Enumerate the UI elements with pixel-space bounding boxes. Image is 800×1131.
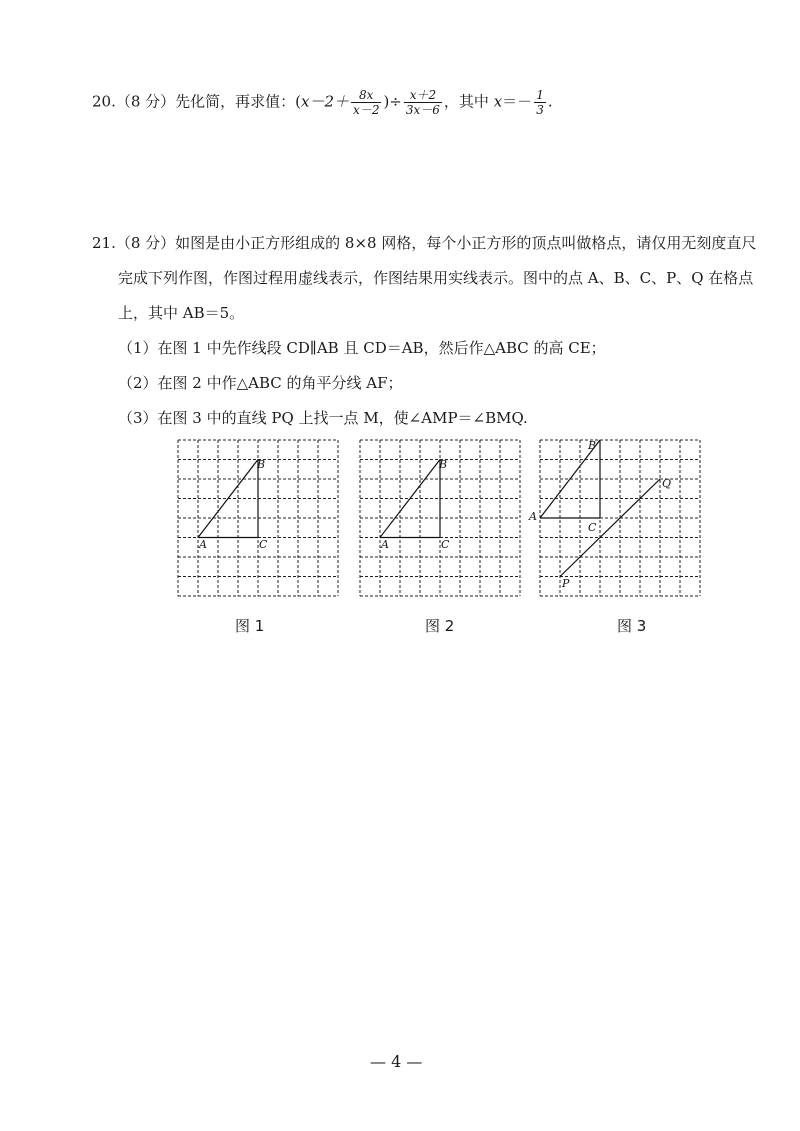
figure-2-label-c: C bbox=[441, 538, 450, 551]
figure-3 bbox=[529, 439, 700, 596]
q20-expr-a: x－2＋ bbox=[301, 92, 350, 111]
figure-1-label-b: B bbox=[257, 458, 266, 471]
figure-1 bbox=[178, 440, 338, 596]
figure-2-caption: 图 2 bbox=[425, 617, 455, 635]
figure-1-label-a: A bbox=[199, 538, 207, 551]
q21-part-2: （2）在图 2 中作△ABC 的角平分线 AF； bbox=[118, 374, 403, 392]
figure-1-label-c: C bbox=[259, 538, 268, 551]
q21-line-2: 完成下列作图，作图过程用虚线表示，作图结果用实线表示。图中的点 A、B、C、P、Q 在格点 bbox=[118, 269, 754, 287]
q20-xvar: x bbox=[493, 92, 503, 111]
q20-fraction-1: $\frac{8x}{x-2}$ bbox=[353, 88, 380, 117]
figure-3-label-a: A bbox=[529, 510, 537, 523]
figure-2 bbox=[360, 440, 520, 596]
q20-fraction-3: $\frac{1}{3}$ bbox=[536, 88, 544, 117]
figure-3-label-p: P bbox=[562, 577, 570, 590]
figure-2-label-b: B bbox=[439, 458, 448, 471]
q20-divide: )÷ bbox=[383, 92, 402, 111]
q20-prefix: 20.（8 分）先化简，再求值：( bbox=[92, 92, 302, 111]
figure-2-label-a: A bbox=[381, 538, 389, 551]
figure-3-caption: 图 3 bbox=[617, 617, 647, 635]
question-20 bbox=[92, 88, 553, 117]
q21-part-1: （1）在图 1 中先作线段 CD∥AB 且 CD＝AB，然后作△ABC 的高 CE； bbox=[118, 339, 606, 357]
page-number: — 4 — bbox=[370, 1052, 423, 1071]
q21-part-3: （3）在图 3 中的直线 PQ 上找一点 M，使∠AMP＝∠BMQ. bbox=[118, 409, 528, 427]
figure-3-line-pq bbox=[560, 479, 660, 577]
q21-line-1: 21.（8 分）如图是由小正方形组成的 8×8 网格，每个小正方形的顶点叫做格点，请仅用无刻度直尺 bbox=[92, 234, 757, 252]
figure-3-label-b: B bbox=[588, 439, 597, 452]
figure-1-caption: 图 1 bbox=[235, 617, 265, 635]
q20-mid: ，其中 bbox=[443, 92, 494, 111]
q20-fraction-2: $\frac{x+2}{3x-6}$ bbox=[405, 88, 440, 117]
figure-3-label-c: C bbox=[588, 521, 597, 534]
figure-3-label-q: Q bbox=[662, 477, 672, 490]
q20-end: . bbox=[547, 92, 553, 111]
q21-line-3: 上，其中 AB＝5。 bbox=[118, 304, 245, 322]
q20-eq: ＝－ bbox=[502, 92, 533, 111]
